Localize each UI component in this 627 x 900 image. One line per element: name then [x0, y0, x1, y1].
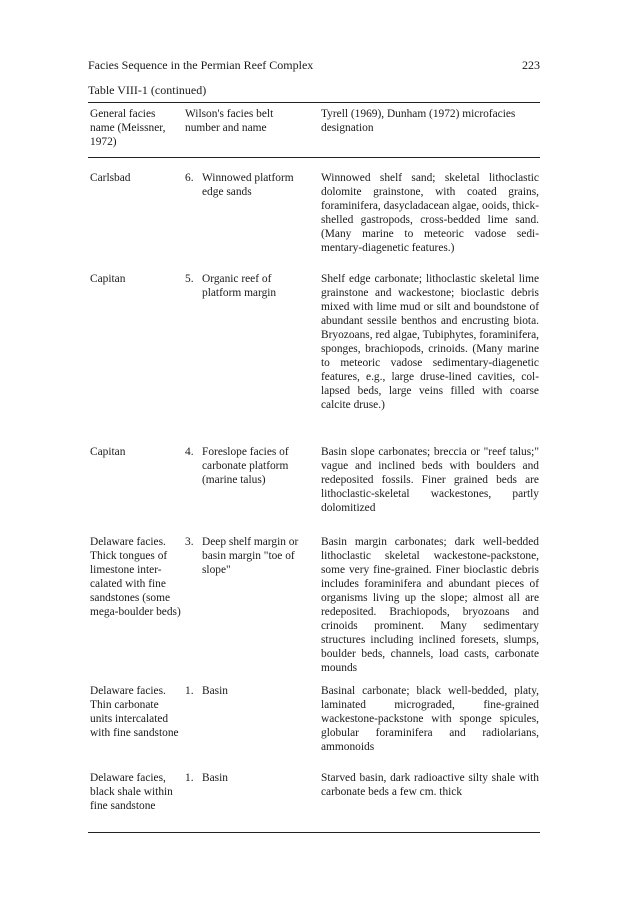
- row-1-microfacies: Winnowed shelf sand; skeletal lithoclastic dolomite grainstone, with coated grains, foraminifera, dasycladacean algae, ooids, thick-shelled gastropods, cross-bedded lime sand. (Many marine to meteoric vadose sedi-mentary-diagenetic features.): [321, 172, 539, 254]
- row-4-belt: [185, 535, 309, 577]
- row-5-belt-name: Basin: [202, 685, 228, 697]
- row-5-belt: [185, 684, 309, 698]
- row-6-belt-name: Basin: [202, 772, 228, 784]
- row-5-microfacies: Basinal carbonate; black well-bedded, platy, laminated micrograded, fine-grained wackestone-packstone with sponge spicules, globular foraminifera and radiolarians, ammonoids: [321, 685, 539, 753]
- row-6-belt-number: 1.: [185, 772, 194, 784]
- row-6-belt: [185, 771, 309, 785]
- row-4-general: Delaware facies. Thick tongues of limestone inter-calated with fine sandstones (some mega-boulder beds): [90, 536, 181, 618]
- row-3-belt: [185, 445, 309, 487]
- column-header-general: General facies name (Meissner, 1972): [90, 108, 166, 148]
- row-2-microfacies: Shelf edge carbonate; lithoclastic skeletal lime grainstone and wackestone; bioclastic debris mixed with lime mud or silt and boundstone of abundant sessile benthos and encrusting biota. Bryozoans, red algae, Tubiphytes, foraminifera, sponges, brachiopods, crinoids. (Many marine to meteoric vadose sedimentary-diagenetic features, e.g., large druse-lined cavities, col-lapsed beds, large veins filled with coarse calcite druse.): [321, 273, 539, 411]
- column-header-wilson: Wilson's facies belt number and name: [185, 108, 274, 134]
- row-2-belt-name: Organic reef of platform margin: [202, 273, 277, 299]
- column-header-microfacies: Tyrell (1969), Dunham (1972) microfacies designation: [321, 108, 516, 134]
- row-1-belt-number: 6.: [185, 172, 194, 184]
- row-2-belt-number: 5.: [185, 273, 194, 285]
- row-2-belt: [185, 272, 309, 300]
- row-2-general: Capitan: [90, 273, 126, 285]
- row-4-belt-name: Deep shelf margin or basin margin "toe of slope": [202, 536, 299, 576]
- row-5-belt-number: 1.: [185, 685, 194, 697]
- row-4-belt-number: 3.: [185, 536, 194, 548]
- row-3-belt-number: 4.: [185, 446, 194, 458]
- table-header-rule: [88, 157, 540, 158]
- table-top-rule: [88, 102, 540, 103]
- table-bottom-rule: [88, 832, 540, 833]
- row-3-microfacies: Basin slope carbonates; breccia or "reef talus;" vague and inclined beds with boulders and redeposited fossils. Finer grained beds are lithoclastic-skeletal wackestones, partly dolomitized: [321, 446, 539, 514]
- row-1-general: Carlsbad: [90, 172, 131, 184]
- row-6-microfacies: Starved basin, dark radioactive silty shale with carbonate beds a few cm. thick: [321, 772, 539, 798]
- row-4-microfacies: Basin margin carbonates; dark well-bedded lithoclastic skeletal wackestone-packstone, some very fine-grained. Finer bioclastic debris includes foraminifera and abundant pieces of organisms living up the slope; almost all are redeposited. Brachiopods, bryozoans and crinoids prominent. Many sedimentary structures including inclined foresets, slumps, boulder beds, channels, load casts, carbonate mounds: [321, 536, 539, 674]
- running-header: [88, 58, 540, 73]
- row-3-general: Capitan: [90, 446, 126, 458]
- row-6-general: Delaware facies, black shale within fine sandstone: [90, 772, 173, 812]
- row-3-belt-name: Foreslope facies of carbonate platform (marine talus): [202, 446, 289, 486]
- row-1-belt: [185, 171, 309, 199]
- table-caption: Table VIII-1 (continued): [88, 83, 207, 97]
- page-number: 223: [522, 58, 540, 72]
- row-5-general: Delaware facies. Thin carbonate units intercalated with fine sandstone: [90, 685, 179, 739]
- running-title: Facies Sequence in the Permian Reef Complex: [88, 58, 314, 72]
- row-1-belt-name: Winnowed platform edge sands: [202, 172, 294, 198]
